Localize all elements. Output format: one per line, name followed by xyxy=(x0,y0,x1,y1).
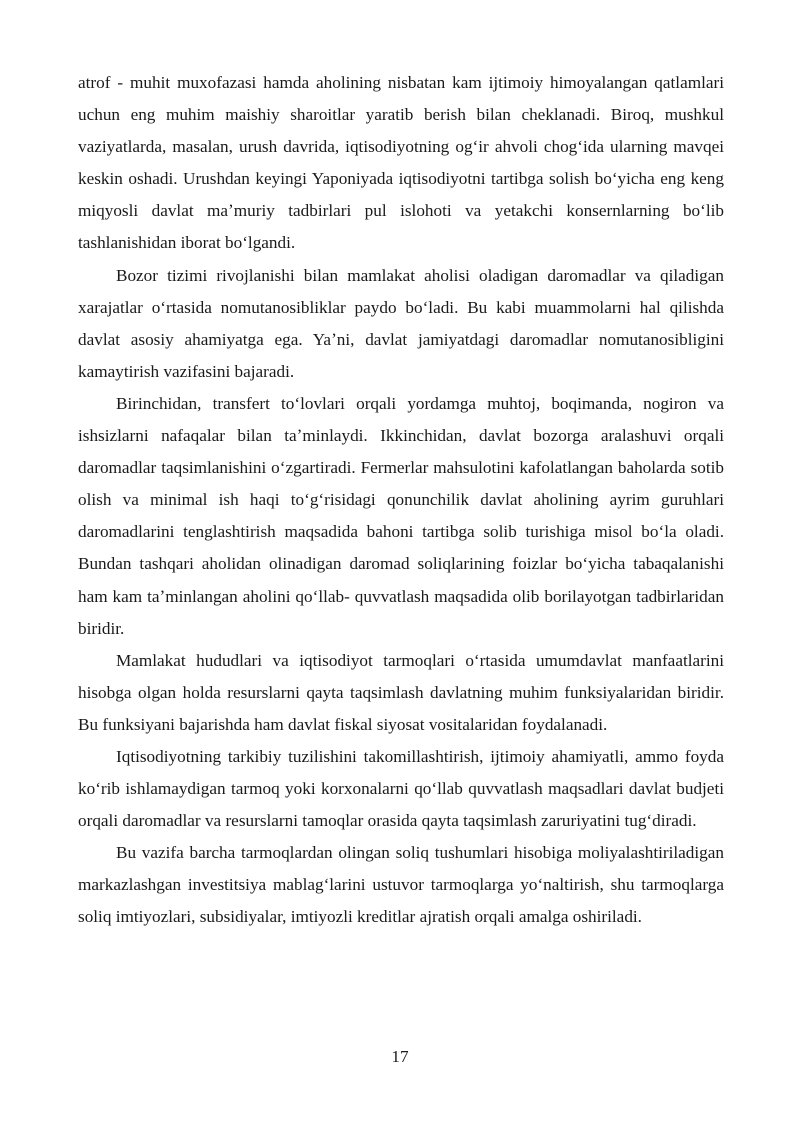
paragraph-resource-redistribution: Mamlakat hududlari va iqtisodiyot tarmoqlari oʻrtasida umumdavlat manfaatlarini hisobga olgan holda resurslarni qayta taqsimlash davlatning muhim funksiyalaridan biridir. Bu funksiyani bajarishda ham davlat fiskal siyosat vositalaridan foydalanadi. xyxy=(78,650,724,734)
paragraph-continuation: atrof - muhit muxofazasi hamda aholining nisbatan kam ijtimoiy himoyalangan qatlamlari uchun eng muhim maishiy sharoitlar yaratib berish bilan cheklanadi. Biroq, mushkul vaziyatlarda, masalan, urush davrida, iqtisodiyotning ogʻir ahvoli chogʻida ularning mavqei keskin oshadi. Urushdan keyingi Yaponiyada iqtisodiyotni tartibga solish boʻyicha eng keng miqyosli davlat maʼmuriy tadbirlari pul islohoti va yetakchi konsernlarning boʻlib tashlanishidan iborat boʻlgandi. xyxy=(78,73,724,253)
document-body xyxy=(78,67,724,934)
paragraph-income-imbalance: Bozor tizimi rivojlanishi bilan mamlakat aholisi oladigan daromadlar va qiladigan xarajatlar oʻrtasida nomutanosibliklar paydo boʻladi. Bu kabi muammolarni hal qilishda davlat asosiy ahamiyatga ega. Yaʼni, davlat jamiyatdagi daromadlar nomutanosibligini kamaytirish vazifasini bajaradi. xyxy=(78,265,724,381)
page-number: 17 xyxy=(391,1047,409,1066)
paragraph-structural-improvement: Iqtisodiyotning tarkibiy tuzilishini takomillashtirish, ijtimoiy ahamiyatli, ammo foyda koʻrib ishlamaydigan tarmoq yoki korxonalarni qoʻllab quvvatlash maqsadlari davlat budjeti orqali daromadlar va resurslarni tamoqlar orasida qayta taqsimlash zaruriyatini tugʻdiradi. xyxy=(78,746,724,831)
paragraph-investment-allocation: Bu vazifa barcha tarmoqlardan olingan soliq tushumlari hisobiga moliyalashtiriladigan markazlashgan investitsiya mablagʻlarini ustuvor tarmoqlarga yoʻnaltirish, shu tarmoqlarga soliq imtiyozlari, subsidiyalar, imtiyozli kreditlar ajratish orqali amalga oshiriladi. xyxy=(78,843,724,927)
paragraph-transfer-payments: Birinchidan, transfert toʻlovlari orqali yordamga muhtoj, boqimanda, nogiron va ishsizlarni nafaqalar bilan taʼminlaydi. Ikkinchidan, davlat bozorga aralashuvi orqali daromadlar taqsimlanishini oʻzgartiradi. Fermerlar mahsulotini kafolatlangan baholarda sotib olish va minimal ish haqi toʻgʻrisidagi qonunchilik davlat aholining ayrim guruhlari daromadlarini tenglashtirish maqsadida bahoni tartibga solib turishiga misol boʻla oladi. Bundan tashqari aholidan olinadigan daromad soliqlarining foizlar boʻyicha tabaqalanishi ham kam taʼminlangan aholini qoʻllab- quvvatlash maqsadida olib borilayotgan tadbirlaridan biridir. xyxy=(78,393,724,638)
